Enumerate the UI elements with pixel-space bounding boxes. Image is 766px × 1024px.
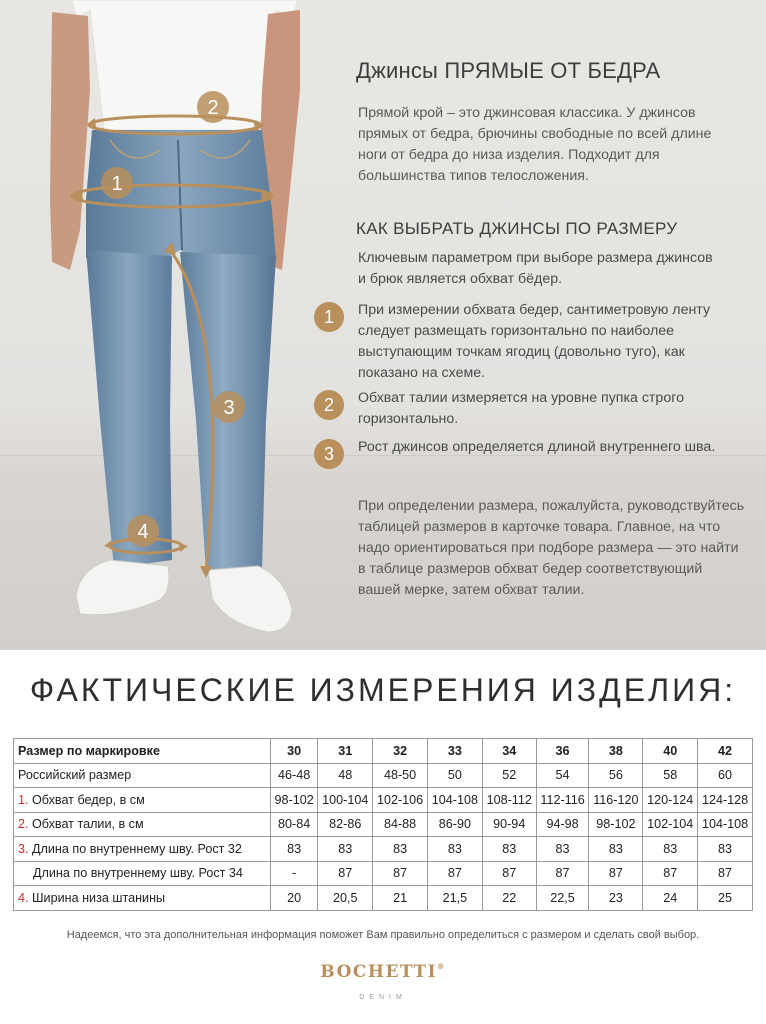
value-cell: 58: [643, 763, 698, 788]
svg-text:4: 4: [137, 521, 149, 543]
step-number-badge: 2: [314, 390, 344, 420]
size-header-cell: 32: [373, 739, 428, 764]
value-cell: 83: [643, 837, 698, 862]
row-label-text: Ширина низа штанины: [32, 890, 166, 905]
size-header-cell: 31: [318, 739, 373, 764]
value-cell: 24: [643, 886, 698, 911]
value-cell: 94-98: [536, 812, 589, 837]
value-cell: 112-116: [536, 788, 589, 813]
value-cell: 83: [482, 837, 536, 862]
intro-paragraph: Прямой крой – это джинсовая классика. У джинсов прямых от бедра, брючины свободные по всей длине ноги от бедра до низа изделия. Подходит для большинства типов телосложения.: [358, 105, 712, 184]
value-cell: 56: [589, 763, 643, 788]
brand-logo: [0, 962, 766, 982]
row-label-cell: [14, 861, 271, 886]
product-title: Джинсы ПРЯМЫЕ ОТ БЕДРА: [356, 58, 661, 83]
value-cell: 54: [536, 763, 589, 788]
row-label-cell: [14, 763, 271, 788]
value-cell: 86-90: [427, 812, 482, 837]
value-cell: 83: [318, 837, 373, 862]
table-header-row: [14, 739, 753, 764]
value-cell: 21: [373, 886, 428, 911]
value-cell: 25: [698, 886, 753, 911]
value-cell: 98-102: [271, 788, 318, 813]
measurements-title: ФАКТИЧЕСКИЕ ИЗМЕРЕНИЯ ИЗДЕЛИЯ:: [29, 672, 737, 708]
table-header-label: Размер по маркировке: [14, 739, 271, 764]
size-header-cell: 34: [482, 739, 536, 764]
size-note-paragraph: При определении размера, пожалуйста, руководствуйтесь таблицей размеров в карточке товара. Главное, на что надо ориентироваться при подборе размера — это найти в таблице размеров обхват бедер соответствующий вашей мерке, затем обхват талии.: [358, 498, 745, 598]
row-label-cell: [14, 886, 271, 911]
value-cell: 87: [698, 861, 753, 886]
value-cell: 83: [536, 837, 589, 862]
size-header-cell: 38: [589, 739, 643, 764]
value-cell: 20,5: [318, 886, 373, 911]
brand-mark: ®: [437, 962, 446, 971]
row-number: 2.: [18, 817, 29, 832]
marker-4: [127, 515, 159, 547]
size-header-cell: 30: [271, 739, 318, 764]
brand-subline: DENIM: [359, 994, 407, 1001]
value-cell: 98-102: [589, 812, 643, 837]
value-cell: 52: [482, 763, 536, 788]
value-cell: 108-112: [482, 788, 536, 813]
value-cell: 87: [318, 861, 373, 886]
value-cell: 60: [698, 763, 753, 788]
value-cell: 87: [373, 861, 428, 886]
value-cell: 82-86: [318, 812, 373, 837]
row-number: 3.: [18, 841, 29, 856]
value-cell: -: [271, 861, 318, 886]
value-cell: 46-48: [271, 763, 318, 788]
row-number: 4.: [18, 890, 29, 905]
step-text: При измерении обхвата бедер, сантиметровую ленту следует размещать горизонтально по наиболее выступающим точкам ягодиц (довольно туго), как показано на схеме.: [358, 302, 711, 381]
value-cell: 102-104: [643, 812, 698, 837]
row-label-cell: [14, 812, 271, 837]
row-number: 1.: [18, 792, 29, 807]
size-guide-heading: КАК ВЫБРАТЬ ДЖИНСЫ ПО РАЗМЕРУ: [356, 219, 678, 238]
row-label-text: Длина по внутреннему шву. Рост 32: [32, 841, 242, 856]
value-cell: 50: [427, 763, 482, 788]
value-cell: 124-128: [698, 788, 753, 813]
value-cell: 23: [589, 886, 643, 911]
value-cell: 84-88: [373, 812, 428, 837]
step-text: Обхват талии измеряется на уровне пупка строго горизонтально.: [358, 390, 684, 427]
value-cell: 83: [589, 837, 643, 862]
table-row: [14, 812, 753, 837]
value-cell: 48-50: [373, 763, 428, 788]
row-label-text: Российский размер: [18, 768, 132, 783]
value-cell: 102-106: [373, 788, 428, 813]
value-cell: 21,5: [427, 886, 482, 911]
value-cell: 120-124: [643, 788, 698, 813]
size-header-cell: 42: [698, 739, 753, 764]
value-cell: 22: [482, 886, 536, 911]
value-cell: 87: [536, 861, 589, 886]
row-label-cell: [14, 837, 271, 862]
row-label-text: Длина по внутреннему шву. Рост 34: [33, 866, 243, 881]
row-label-text: Обхват бедер, в см: [32, 792, 145, 807]
value-cell: 83: [698, 837, 753, 862]
value-cell: 83: [373, 837, 428, 862]
size-header-cell: 33: [427, 739, 482, 764]
size-header-cell: 40: [643, 739, 698, 764]
key-parameter-text: Ключевым параметром при выборе размера джинсов и брюк является обхват бёдер.: [358, 250, 713, 287]
value-cell: 87: [643, 861, 698, 886]
value-cell: 87: [482, 861, 536, 886]
value-cell: 104-108: [427, 788, 482, 813]
table-row: [14, 763, 753, 788]
step-text: Рост джинсов определяется длиной внутреннего шва.: [358, 439, 716, 455]
svg-text:2: 2: [207, 97, 219, 119]
value-cell: 83: [427, 837, 482, 862]
value-cell: 20: [271, 886, 318, 911]
value-cell: 87: [427, 861, 482, 886]
table-row: [14, 861, 753, 886]
size-table: [13, 738, 753, 911]
marker-1: [101, 167, 133, 199]
table-row: [14, 886, 753, 911]
value-cell: 100-104: [318, 788, 373, 813]
size-header-cell: 36: [536, 739, 589, 764]
marker-3: [213, 391, 245, 423]
value-cell: 22,5: [536, 886, 589, 911]
value-cell: 87: [589, 861, 643, 886]
table-row: [14, 788, 753, 813]
value-cell: 83: [271, 837, 318, 862]
row-label-text: Обхват талии, в см: [32, 817, 144, 832]
footer-note: Надеемся, что эта дополнительная информация поможет Вам правильно определиться с размером и сделать свой выбор.: [66, 929, 700, 941]
value-cell: 80-84: [271, 812, 318, 837]
row-label-cell: [14, 788, 271, 813]
table-row: [14, 837, 753, 862]
svg-text:3: 3: [223, 397, 235, 419]
svg-text:1: 1: [111, 173, 123, 195]
jeans-model-illustration: [0, 0, 360, 650]
step-number-badge: 3: [314, 439, 344, 469]
brand-name: BOCHETTI: [320, 962, 438, 982]
marker-2: [197, 91, 229, 123]
value-cell: 116-120: [589, 788, 643, 813]
value-cell: 48: [318, 763, 373, 788]
step-number-badge: 1: [314, 302, 344, 332]
value-cell: 104-108: [698, 812, 753, 837]
value-cell: 90-94: [482, 812, 536, 837]
